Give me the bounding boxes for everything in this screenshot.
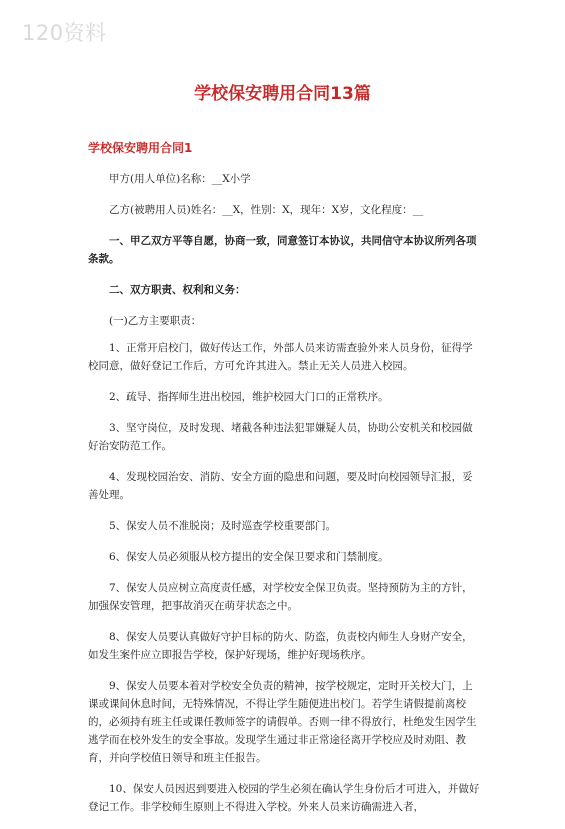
duty-item: 9、保安人员要本着对学校安全负责的精神，按学校规定，定时开关校大门，上课或课间休息时间，无特殊情况，不得让学生随便进出校门。若学生请假提前离校的，必须持有班主任或课任教师签字的请假单。否则一律不得放行，杜绝发生因学生逃学而在校外发生的安全事故。发现学生通过非正常途径离开学校应及时劝阻、教育，并向学校值日领导和班主任报告。 <box>88 680 477 764</box>
sub-heading: (一)乙方主要职责： <box>109 315 202 327</box>
duty-item: 5、保安人员不准脱岗；及时巡查学校重要部门。 <box>109 520 337 532</box>
duty-item: 3、坚守岗位，及时发现、堵截各种违法犯罪嫌疑人员，协助公安机关和校园做好治安防范工作。 <box>88 422 473 452</box>
document-body <box>88 170 480 829</box>
party-a-line: 甲方(用人单位)名称：__X小学 <box>109 173 251 185</box>
clause-one: 一、甲乙双方平等自愿，协商一致，同意签订本协议，共同信守本协议所列各项条款。 <box>88 235 477 265</box>
section-title: 学校保安聘用合同1 <box>88 141 193 155</box>
duty-item: 1、正常开启校门，做好传达工作，外部人员来访需查验外来人员身份，征得学校同意，做好登记工作后，方可允许其进入。禁止无关人员进入校园。 <box>88 342 473 372</box>
duty-item: 6、保安人员必须服从校方提出的安全保卫要求和门禁制度。 <box>109 551 389 563</box>
duty-item: 7、保安人员应树立高度责任感，对学校安全保卫负责。坚持预防为主的方针，加强保安管理，把事故消灭在萌芽状态之中。 <box>88 582 473 612</box>
party-b-line: 乙方(被聘用人员)姓名：__X，性别：X，现年：X岁，文化程度：__ <box>109 204 424 216</box>
watermark: 120资料 <box>22 21 107 45</box>
duty-item: 2、疏导、指挥师生进出校园，维护校园大门口的正常秩序。 <box>109 391 389 403</box>
duty-item: 8、保安人员要认真做好守护目标的防火、防盗，负责校内师生人身财产安全，如发生案件应立即报告学校，保护好现场，维护好现场秩序。 <box>88 631 473 661</box>
clause-two-heading: 二、双方职责、权利和义务： <box>109 284 246 296</box>
duty-item: 4、发现校园治安、消防、安全方面的隐患和问题，要及时向校园领导汇报，妥善处理。 <box>88 471 473 501</box>
duty-item: 10、保安人员因迟到要进入校园的学生必须在确认学生身份后才可进入，并做好登记工作。非学校师生原则上不得进入学校。外来人员来访确需进入者， <box>88 783 480 813</box>
document-title: 学校保安聘用合同13篇 <box>194 84 371 104</box>
